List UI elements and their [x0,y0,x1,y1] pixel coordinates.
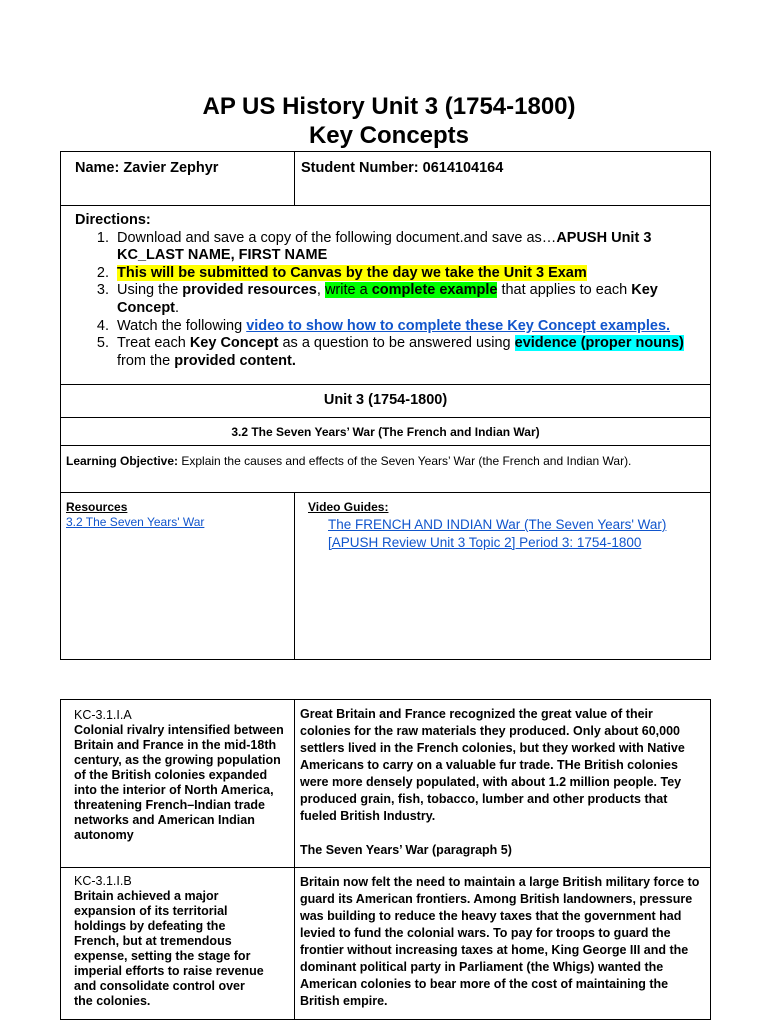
direction-item-5: 5. Treat each Key Concept as a question to be answered using evidence (proper nouns) from the provided content. [113,335,702,370]
resources-label: Resources [66,500,128,514]
video-guides-cell [295,493,711,660]
info-table [60,151,711,660]
directions-cell [61,206,711,385]
kc-cell [61,700,295,868]
unit-heading: Unit 3 (1754-1800) [323,392,448,408]
topic-cell [61,418,711,446]
answer-cell [295,700,711,868]
direction-item-3: 3. Using the provided resources, write a complete example that applies to each Key Concept. [113,282,702,317]
title-line-2: Key Concepts [308,122,470,149]
directions-list [75,230,702,371]
student-name: Name: Zavier Zephyr [75,160,219,176]
learning-objective: Learning Objective: Explain the causes and effects of the Seven Years’ War (the French and Indian War). [66,454,632,468]
table-row [61,700,711,868]
unit-heading-cell [61,385,711,418]
student-number-cell [295,152,711,206]
topic-title: 3.2 The Seven Years’ War (The French and Indian War) [231,425,540,439]
key-concept-video-link[interactable]: video to show how to complete these Key Concept examples. [246,317,671,334]
kc-code: KC-3.1.I.B [74,874,132,888]
kc-cell [61,868,295,1020]
kc-concept: Britain achieved a major expansion of its territorial holdings by defeating the French, but at tremendous expense, setting the stage for imperial efforts to raise revenue and consolidate control over the colonies. [74,889,264,1008]
direction-item-2: 2. This will be submitted to Canvas by the day we take the Unit 3 Exam [113,265,702,283]
directions-heading: Directions: [75,212,151,228]
resources-cell [61,493,295,660]
name-cell [61,152,295,206]
kc-concept: Colonial rivalry intensified between Britain and France in the mid-18th century, as the growing population of the British colonies expanded into the interior of North America, threatening French–Indian trade networks and American Indian autonomy [74,723,284,842]
direction-item-4: 4. Watch the following video to show how to complete these Key Concept examples. [113,318,702,336]
video-link-apush-review[interactable]: [APUSH Review Unit 3 Topic 2] Period 3: 1754-1800 [328,535,642,550]
answer-text: Britain now felt the need to maintain a large British military force to guard its American frontiers. Among British landowners, pressure was building to reduce the heavy taxes that the government had levied to fund the colonial wars. To pay for troops to guard the frontier without increasing taxes at home, King George III and the dominant political party in Parliament (the Whigs) wanted the American colonies to bear more of the cost of maintaining the British empire. [300,875,700,1008]
title-line-1: AP US History Unit 3 (1754-1800) [202,93,576,120]
key-concept-table [60,699,711,1020]
video-guides-label: Video Guides: [308,500,389,514]
table-row [61,868,711,1020]
direction-item-1: 1. Download and save a copy of the following document.and save as…APUSH Unit 3 KC_LAST NAME, FIRST NAME [113,230,702,265]
answer-source: The Seven Years’ War (paragraph 5) [300,843,512,857]
resource-link-seven-years-war[interactable]: 3.2 The Seven Years' War [66,515,205,529]
objective-cell [61,446,711,493]
kc-code: KC-3.1.I.A [74,708,132,722]
answer-text: Great Britain and France recognized the great value of their colonies for the raw materials they produced. Only about 60,000 settlers lived in the French colonies, but they worked with Native Americans to carry on a valuable fur trade. THe British colonies were more densely populated, with about 1.2 million people. Tey produced grain, fish, tobacco, lumber and other products that fueled British Industry. [300,707,685,823]
video-link-french-indian-war[interactable]: The FRENCH AND INDIAN War (The Seven Years' War) [328,517,667,532]
student-number: Student Number: 0614104164 [301,160,504,176]
document-title [0,92,768,150]
answer-cell [295,868,711,1020]
